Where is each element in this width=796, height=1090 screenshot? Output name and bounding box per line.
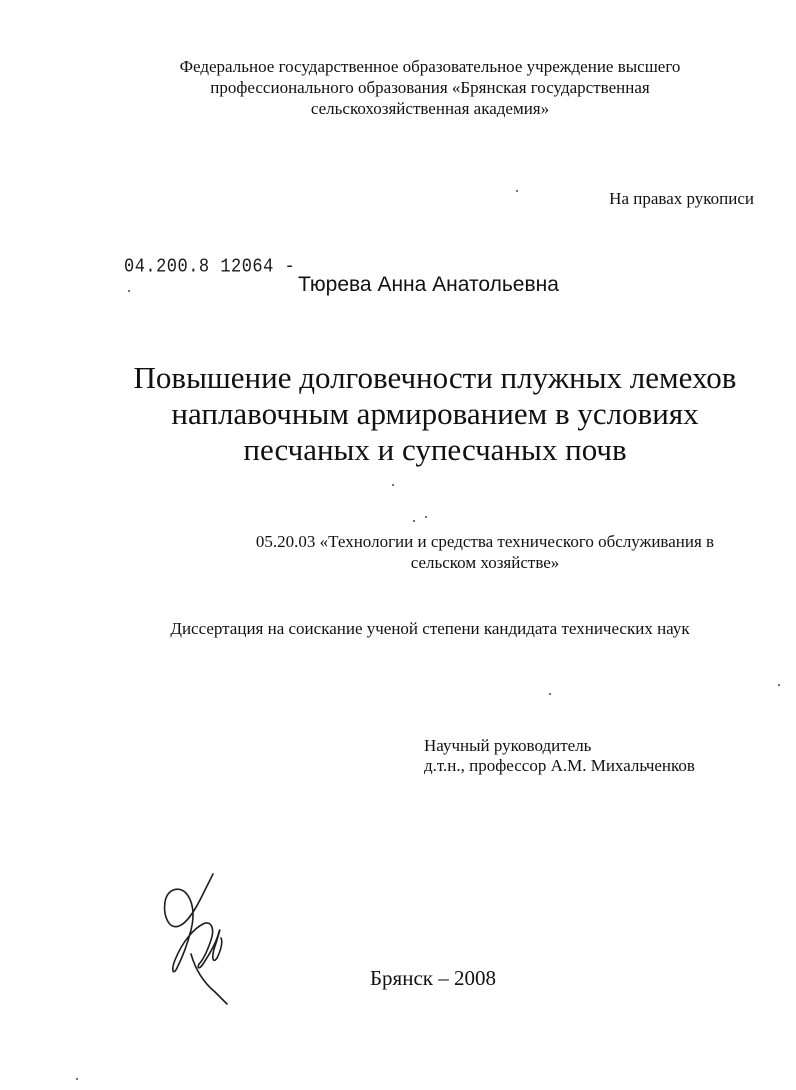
title-line-1: Повышение долговечности плужных лемехов	[133, 360, 737, 395]
handwritten-signature-icon	[155, 868, 245, 1008]
inventory-number: 04.200.8 12064 -	[124, 256, 296, 279]
scan-speck	[392, 484, 394, 486]
supervisor-name: д.т.н., профессор А.М. Михальченков	[424, 756, 695, 775]
institution-line-3: сельскохозяйственная академия»	[310, 99, 550, 118]
scan-speck	[516, 190, 518, 192]
institution-header	[120, 56, 740, 119]
scan-speck	[76, 1078, 78, 1080]
title-line-2: наплавочным армированием в условиях	[171, 396, 699, 431]
rights-note: На правах рукописи	[609, 189, 754, 208]
institution-line-2: профессионального образования «Брянская государственная	[210, 78, 650, 97]
scan-speck	[413, 520, 415, 522]
scan-speck	[128, 290, 130, 292]
scan-speck	[549, 693, 551, 695]
title-line-3: песчаных и супесчаных почв	[243, 432, 627, 467]
specialty-code	[200, 531, 770, 573]
dissertation-title	[80, 360, 790, 468]
institution-line-1: Федеральное государственное образовательное учреждение высшего	[179, 57, 681, 76]
scan-speck	[425, 516, 427, 518]
specialty-line-1: 05.20.03 «Технологии и средства технического обслуживания в	[255, 532, 715, 551]
supervisor-block	[424, 736, 695, 776]
degree-statement: Диссертация на соискание ученой степени кандидата технических наук	[170, 619, 690, 638]
author-name: Тюрева Анна Анатольевна	[298, 273, 559, 296]
city-year: Брянск – 2008	[370, 966, 496, 990]
supervisor-label: Научный руководитель	[424, 736, 592, 755]
specialty-line-2: сельском хозяйстве»	[410, 553, 560, 572]
scan-speck	[778, 684, 780, 686]
